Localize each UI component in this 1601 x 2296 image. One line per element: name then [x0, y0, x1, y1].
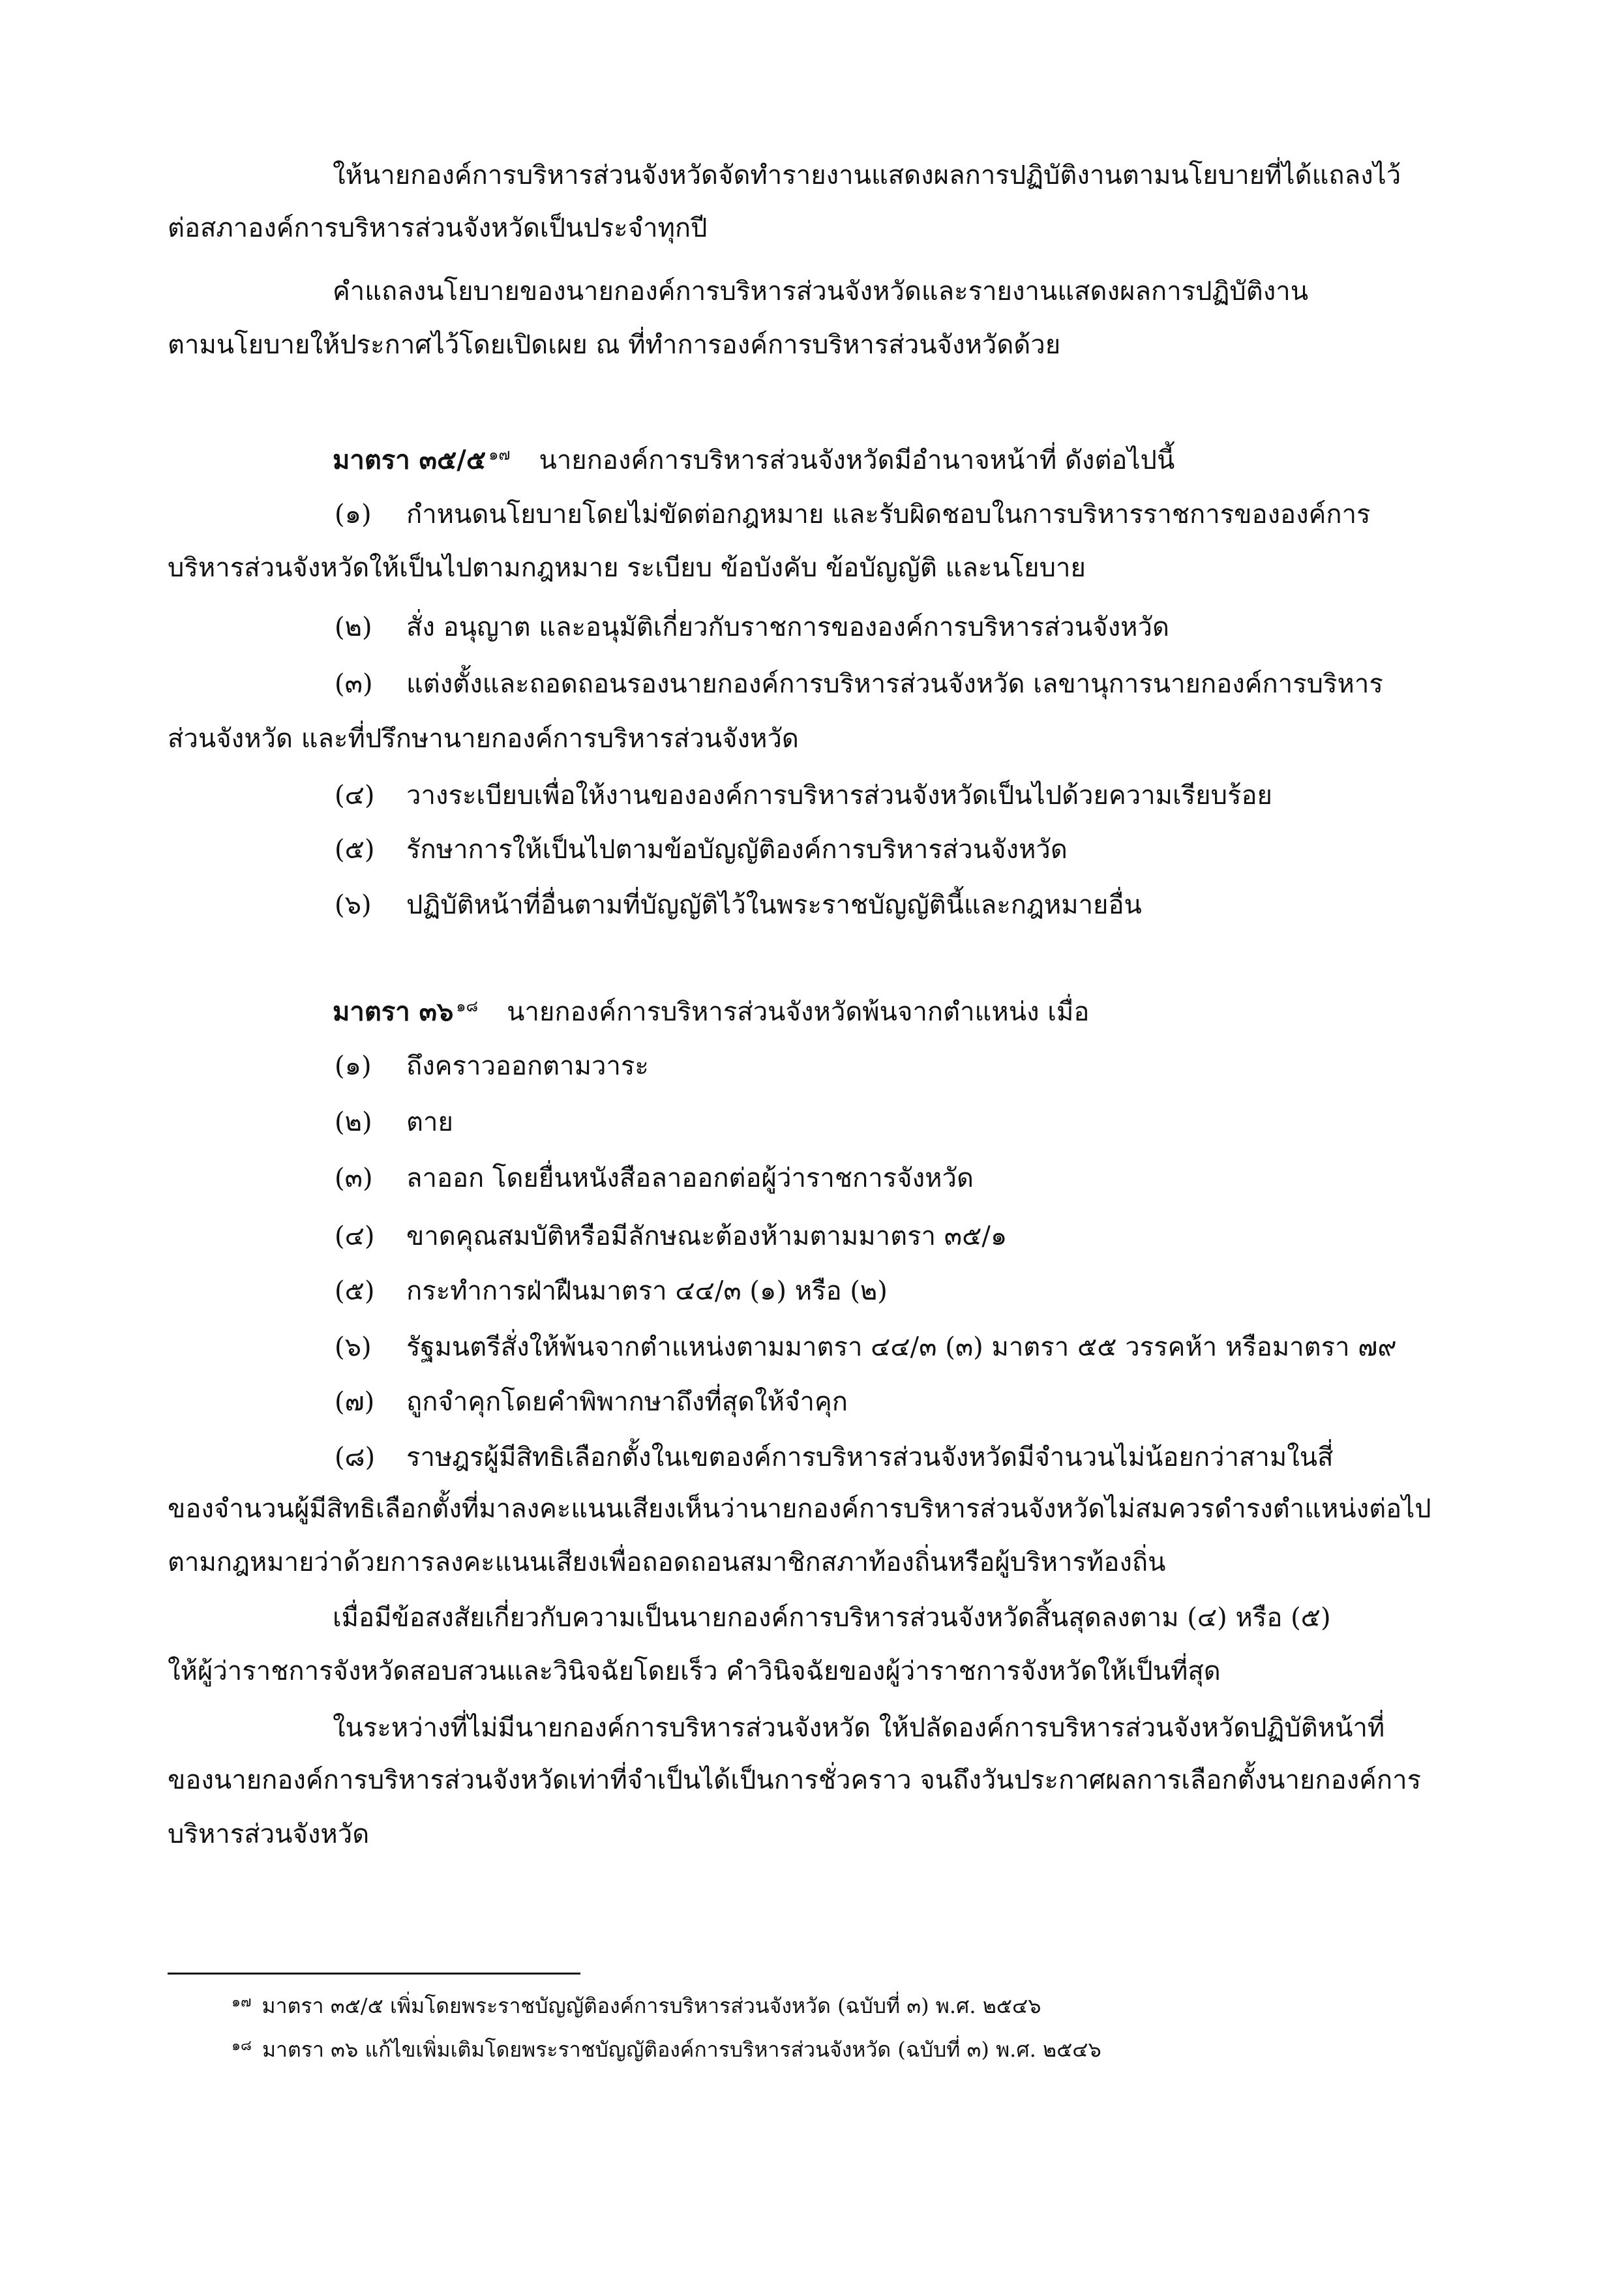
footnote-divider — [168, 1973, 580, 1975]
section-heading-text: นายกองค์การบริหารส่วนจังหวัดพ้นจากตำแหน่ง เมื่อ — [507, 997, 1090, 1027]
item-number: (๑) — [335, 1051, 372, 1081]
footnote-mark: ๑๘ — [232, 2038, 252, 2054]
item-text: ลาออก โดยยื่นหนังสือลาออกต่อผู้ว่าราชการจังหวัด — [406, 1163, 974, 1193]
paragraph-line: ตามนโยบายให้ประกาศไว้โดยเปิดเผย ณ ที่ทำการองค์การบริหารส่วนจังหวัดด้วย — [168, 330, 1061, 360]
section-label: มาตรา ๓๖ — [333, 996, 454, 1027]
item-number: (๖) — [335, 1332, 372, 1362]
section-heading-35-5 — [333, 441, 1175, 480]
item-text: สั่ง อนุญาต และอนุมัติเกี่ยวกับราชการขององค์การบริหารส่วนจังหวัด — [406, 612, 1169, 642]
section-label: มาตรา ๓๕/๕ — [333, 445, 486, 475]
footnote-mark: ๑๗ — [232, 1994, 252, 2010]
list-item-continuation: ส่วนจังหวัด และที่ปรึกษานายกองค์การบริหารส่วนจังหวัด — [168, 724, 799, 754]
list-item — [335, 1382, 848, 1422]
footnote-text: มาตรา ๓๕/๕ เพิ่มโดยพระราชบัญญัติองค์การบริหารส่วนจังหวัด (ฉบับที่ ๓) พ.ศ. ๒๕๔๖ — [262, 1993, 1041, 2018]
list-item — [335, 776, 1272, 815]
item-number: (๒) — [335, 1107, 372, 1137]
section-heading-36 — [333, 992, 1089, 1032]
footnote-text: มาตรา ๓๖ แก้ไขเพิ่มเติมโดยพระราชบัญญัติองค์การบริหารส่วนจังหวัด (ฉบับที่ ๓) พ.ศ. ๒๕๔๖ — [262, 2037, 1101, 2062]
list-item — [335, 1438, 1333, 1477]
footnote-reference: ๑๗ — [488, 445, 511, 464]
item-number: (๕) — [335, 835, 375, 865]
item-number: (๔) — [335, 1221, 375, 1251]
list-item — [335, 1159, 974, 1198]
list-item — [335, 1103, 453, 1142]
paragraph-line: ของนายกองค์การบริหารส่วนจังหวัดเท่าที่จำเป็นได้เป็นการชั่วคราว จนถึงวันประกาศผลการเลือกตั้งนายกองค์การ — [168, 1765, 1422, 1795]
paragraph-line: คำแถลงนโยบายของนายกองค์การบริหารส่วนจังหวัดและรายงานแสดงผลการปฏิบัติงาน — [333, 276, 1309, 306]
list-item — [335, 1272, 888, 1311]
item-text: กระทำการฝ่าฝืนมาตรา ๔๔/๓ (๑) หรือ (๒) — [406, 1276, 888, 1306]
section-heading-text: นายกองค์การบริหารส่วนจังหวัดมีอำนาจหน้าที่ ดังต่อไปนี้ — [539, 445, 1175, 475]
item-text: ตาย — [406, 1107, 453, 1137]
item-number: (๒) — [335, 612, 372, 642]
paragraph-line: ในระหว่างที่ไม่มีนายกองค์การบริหารส่วนจังหวัด ให้ปลัดองค์การบริหารส่วนจังหวัดปฏิบัติหน้าที่ — [333, 1713, 1385, 1743]
list-item — [335, 1217, 1007, 1256]
list-item-continuation: บริหารส่วนจังหวัดให้เป็นไปตามกฎหมาย ระเบียบ ข้อบังคับ ข้อบัญญัติ และนโยบาย — [168, 553, 1086, 583]
item-number: (๔) — [335, 781, 375, 811]
paragraph-line: ให้นายกองค์การบริหารส่วนจังหวัดจัดทำรายงานแสดงผลการปฏิบัติงานตามนโยบายที่ได้แถลงไว้ — [333, 160, 1401, 190]
paragraph-line: ให้ผู้ว่าราชการจังหวัดสอบสวนและวินิจฉัยโดยเร็ว คำวินิจฉัยของผู้ว่าราชการจังหวัดให้เป็นที่สุด — [168, 1656, 1221, 1686]
item-text: ปฏิบัติหน้าที่อื่นตามที่บัญญัติไว้ในพระราชบัญญัตินี้และกฎหมายอื่น — [406, 890, 1142, 920]
footnote — [232, 1991, 1041, 2021]
list-item-continuation: ของจำนวนผู้มีสิทธิเลือกตั้งที่มาลงคะแนนเสียงเห็นว่านายกองค์การบริหารส่วนจังหวัดไม่สมควรดำรงตำแหน่งต่อไป — [168, 1494, 1431, 1524]
footnote — [232, 2035, 1101, 2065]
list-item — [335, 1328, 1397, 1367]
item-text: ขาดคุณสมบัติหรือมีลักษณะต้องห้ามตามมาตรา ๓๕/๑ — [406, 1221, 1008, 1251]
list-item-continuation: ตามกฎหมายว่าด้วยการลงคะแนนเสียงเพื่อถอดถอนสมาชิกสภาท้องถิ่นหรือผู้บริหารท้องถิ่น — [168, 1547, 1166, 1577]
list-item — [335, 830, 1068, 869]
list-item — [335, 664, 1383, 704]
item-number: (๕) — [335, 1276, 375, 1306]
item-text: ถึงคราวออกตามวาระ — [406, 1051, 649, 1081]
list-item — [335, 608, 1169, 647]
item-text: กำหนดนโยบายโดยไม่ขัดต่อกฎหมาย และรับผิดชอบในการบริหารราชการขององค์การ — [406, 499, 1371, 529]
item-number: (๗) — [335, 1387, 375, 1417]
item-text: ถูกจำคุกโดยคำพิพากษาถึงที่สุดให้จำคุก — [406, 1387, 848, 1417]
item-number: (๓) — [335, 1163, 373, 1193]
list-item — [335, 495, 1371, 534]
item-number: (๑) — [335, 499, 372, 529]
item-text: รักษาการให้เป็นไปตามข้อบัญญัติองค์การบริหารส่วนจังหวัด — [406, 835, 1068, 865]
footnote-reference: ๑๘ — [456, 997, 479, 1015]
item-text: แต่งตั้งและถอดถอนรองนายกองค์การบริหารส่วนจังหวัด เลขานุการนายกองค์การบริหาร — [406, 669, 1383, 699]
item-text: รัฐมนตรีสั่งให้พ้นจากตำแหน่งตามมาตรา ๔๔/๓ (๓) มาตรา ๕๕ วรรคห้า หรือมาตรา ๗๙ — [406, 1332, 1397, 1362]
item-number: (๖) — [335, 890, 372, 920]
list-item — [335, 1047, 649, 1086]
item-number: (๓) — [335, 669, 373, 699]
paragraph-line: ต่อสภาองค์การบริหารส่วนจังหวัดเป็นประจำทุกปี — [168, 213, 708, 243]
paragraph-line: บริหารส่วนจังหวัด — [168, 1819, 370, 1849]
item-text: ราษฎรผู้มีสิทธิเลือกตั้งในเขตองค์การบริหารส่วนจังหวัดมีจำนวนไม่น้อยกว่าสามในสี่ — [406, 1442, 1334, 1472]
paragraph-line: เมื่อมีข้อสงสัยเกี่ยวกับความเป็นนายกองค์การบริหารส่วนจังหวัดสิ้นสุดลงตาม (๔) หรือ (๕) — [333, 1603, 1331, 1633]
item-number: (๘) — [335, 1442, 376, 1472]
item-text: วางระเบียบเพื่อให้งานขององค์การบริหารส่วนจังหวัดเป็นไปด้วยความเรียบร้อย — [406, 781, 1272, 811]
list-item — [335, 886, 1142, 925]
